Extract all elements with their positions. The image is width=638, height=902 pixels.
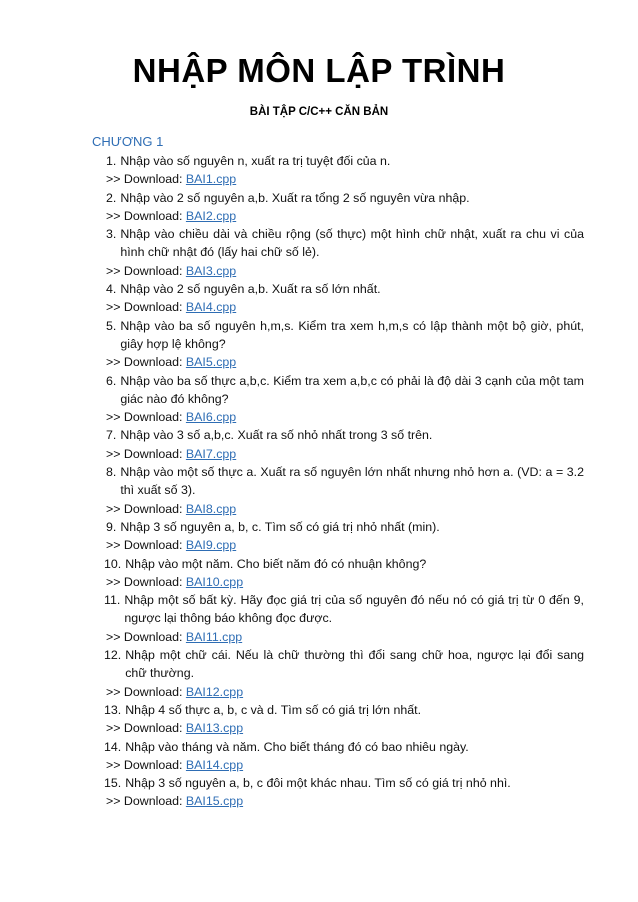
- page-subtitle: BÀI TẬP C/C++ CĂN BẢN: [249, 106, 389, 118]
- download-label: >> Download:: [106, 538, 186, 553]
- download-line: [104, 500, 584, 518]
- download-line: [104, 207, 584, 225]
- download-label: >> Download:: [106, 794, 186, 809]
- exercise-item: [104, 463, 584, 500]
- exercise-item: [104, 426, 584, 444]
- exercise-item: [104, 555, 584, 573]
- download-label: >> Download:: [106, 757, 186, 772]
- download-label: >> Download:: [106, 410, 186, 425]
- download-link[interactable]: BAI4.cpp: [185, 300, 237, 315]
- download-link[interactable]: BAI12.cpp: [185, 684, 244, 699]
- exercise-number: 7.: [106, 428, 117, 443]
- download-link[interactable]: BAI1.cpp: [185, 172, 237, 187]
- exercise-number: 9.: [106, 519, 117, 534]
- download-label: >> Download:: [106, 208, 186, 223]
- download-line: [104, 170, 584, 188]
- download-label: >> Download:: [106, 629, 186, 644]
- chapter-heading: CHƯƠNG 1: [92, 134, 164, 149]
- download-label: >> Download:: [106, 684, 186, 699]
- exercise-number: 5.: [106, 318, 117, 333]
- exercise-text: Nhập một chữ cái. Nếu là chữ thường thì đổi sang chữ hoa, ngược lại đổi sang chữ thường.: [125, 648, 584, 681]
- exercise-item: [104, 225, 584, 262]
- download-line: [104, 298, 584, 316]
- exercise-number: 4.: [106, 282, 117, 297]
- download-label: >> Download:: [106, 501, 186, 516]
- download-link[interactable]: BAI15.cpp: [185, 794, 244, 809]
- download-line: [104, 573, 584, 591]
- exercise-item: [104, 701, 584, 719]
- download-line: [104, 792, 584, 810]
- exercise-item: [104, 280, 584, 298]
- exercise-text: Nhập 4 số thực a, b, c và d. Tìm số có giá trị lớn nhất.: [125, 702, 422, 717]
- exercise-number: 15.: [104, 776, 122, 791]
- exercise-item: [104, 189, 584, 207]
- download-link[interactable]: BAI9.cpp: [185, 538, 237, 553]
- download-label: >> Download:: [106, 172, 186, 187]
- exercise-text: Nhập vào 2 số nguyên a,b. Xuất ra tổng 2 số nguyên vừa nhập.: [120, 190, 470, 205]
- exercise-list: [104, 152, 584, 811]
- download-label: >> Download:: [106, 446, 186, 461]
- download-label: >> Download:: [106, 263, 186, 278]
- exercise-number: 1.: [106, 154, 117, 168]
- exercise-text: Nhập vào số nguyên n, xuất ra trị tuyệt đối của n.: [120, 154, 391, 168]
- download-link[interactable]: BAI14.cpp: [185, 757, 244, 772]
- exercise-item: [104, 774, 584, 792]
- exercise-number: 11.: [104, 593, 121, 608]
- download-link[interactable]: BAI5.cpp: [185, 355, 237, 370]
- download-line: [104, 408, 584, 426]
- download-link[interactable]: BAI3.cpp: [185, 263, 237, 278]
- exercise-item: [104, 152, 584, 170]
- exercise-number: 2.: [106, 190, 117, 205]
- exercise-number: 10.: [104, 556, 122, 571]
- download-line: [104, 628, 584, 646]
- exercise-text: Nhập vào một năm. Cho biết năm đó có nhuận không?: [125, 556, 427, 571]
- exercise-number: 3.: [106, 227, 117, 242]
- exercise-item: [104, 518, 584, 536]
- exercise-number: 6.: [106, 373, 117, 388]
- exercise-text: Nhập 3 số nguyên a, b, c. Tìm số có giá trị nhỏ nhất (min).: [120, 519, 440, 534]
- download-label: >> Download:: [106, 300, 186, 315]
- download-link[interactable]: BAI6.cpp: [185, 410, 237, 425]
- download-line: [104, 719, 584, 737]
- exercise-text: Nhập vào tháng và năm. Cho biết tháng đó có bao nhiêu ngày.: [125, 739, 469, 754]
- exercise-number: 8.: [106, 465, 117, 480]
- download-link[interactable]: BAI2.cpp: [185, 208, 237, 223]
- exercise-text: Nhập vào ba số thực a,b,c. Kiểm tra xem a,b,c có phải là độ dài 3 cạnh của một tam giác nào đó không?: [120, 373, 584, 406]
- download-label: >> Download:: [106, 574, 186, 589]
- exercise-text: Nhập vào một số thực a. Xuất ra số nguyên lớn nhất nhưng nhỏ hơn a. (VD: a = 3.2 thì xuất số 3).: [120, 465, 584, 498]
- exercise-item: [104, 646, 584, 683]
- exercise-text: Nhập vào ba số nguyên h,m,s. Kiểm tra xem h,m,s có lập thành một bộ giờ, phút, giây hợp lệ không?: [120, 318, 584, 351]
- exercise-text: Nhập một số bất kỳ. Hãy đọc giá trị của số nguyên đó nếu nó có giá trị từ 0 đến 9, ngược lại thông báo không đọc được.: [124, 593, 584, 626]
- page-title: NHẬP MÔN LẬP TRÌNH: [132, 52, 506, 89]
- download-label: >> Download:: [106, 355, 186, 370]
- exercise-number: 13.: [104, 702, 122, 717]
- exercise-text: Nhập vào 3 số a,b,c. Xuất ra số nhỏ nhất trong 3 số trên.: [120, 428, 433, 443]
- exercise-text: Nhập vào chiều dài và chiều rộng (số thực) một hình chữ nhật, xuất ra chu vi của hình chữ nhật đó (lấy hai chữ số lẻ).: [120, 227, 584, 260]
- download-line: [104, 353, 584, 371]
- download-link[interactable]: BAI13.cpp: [185, 721, 244, 736]
- download-link[interactable]: BAI8.cpp: [185, 501, 237, 516]
- exercise-text: Nhập vào 2 số nguyên a,b. Xuất ra số lớn nhất.: [120, 282, 381, 297]
- download-link[interactable]: BAI10.cpp: [185, 574, 244, 589]
- download-line: [104, 536, 584, 554]
- exercise-item: [104, 591, 584, 628]
- exercise-item: [104, 317, 584, 354]
- exercise-number: 12.: [104, 648, 122, 663]
- download-link[interactable]: BAI11.cpp: [185, 629, 243, 644]
- download-line: [104, 445, 584, 463]
- exercise-item: [104, 372, 584, 409]
- exercise-text: Nhập 3 số nguyên a, b, c đôi một khác nhau. Tìm số có giá trị nhỏ nhì.: [125, 776, 511, 791]
- download-line: [104, 262, 584, 280]
- exercise-number: 14.: [104, 739, 122, 754]
- exercise-item: [104, 738, 584, 756]
- download-link[interactable]: BAI7.cpp: [185, 446, 237, 461]
- download-label: >> Download:: [106, 721, 186, 736]
- download-line: [104, 756, 584, 774]
- download-line: [104, 683, 584, 701]
